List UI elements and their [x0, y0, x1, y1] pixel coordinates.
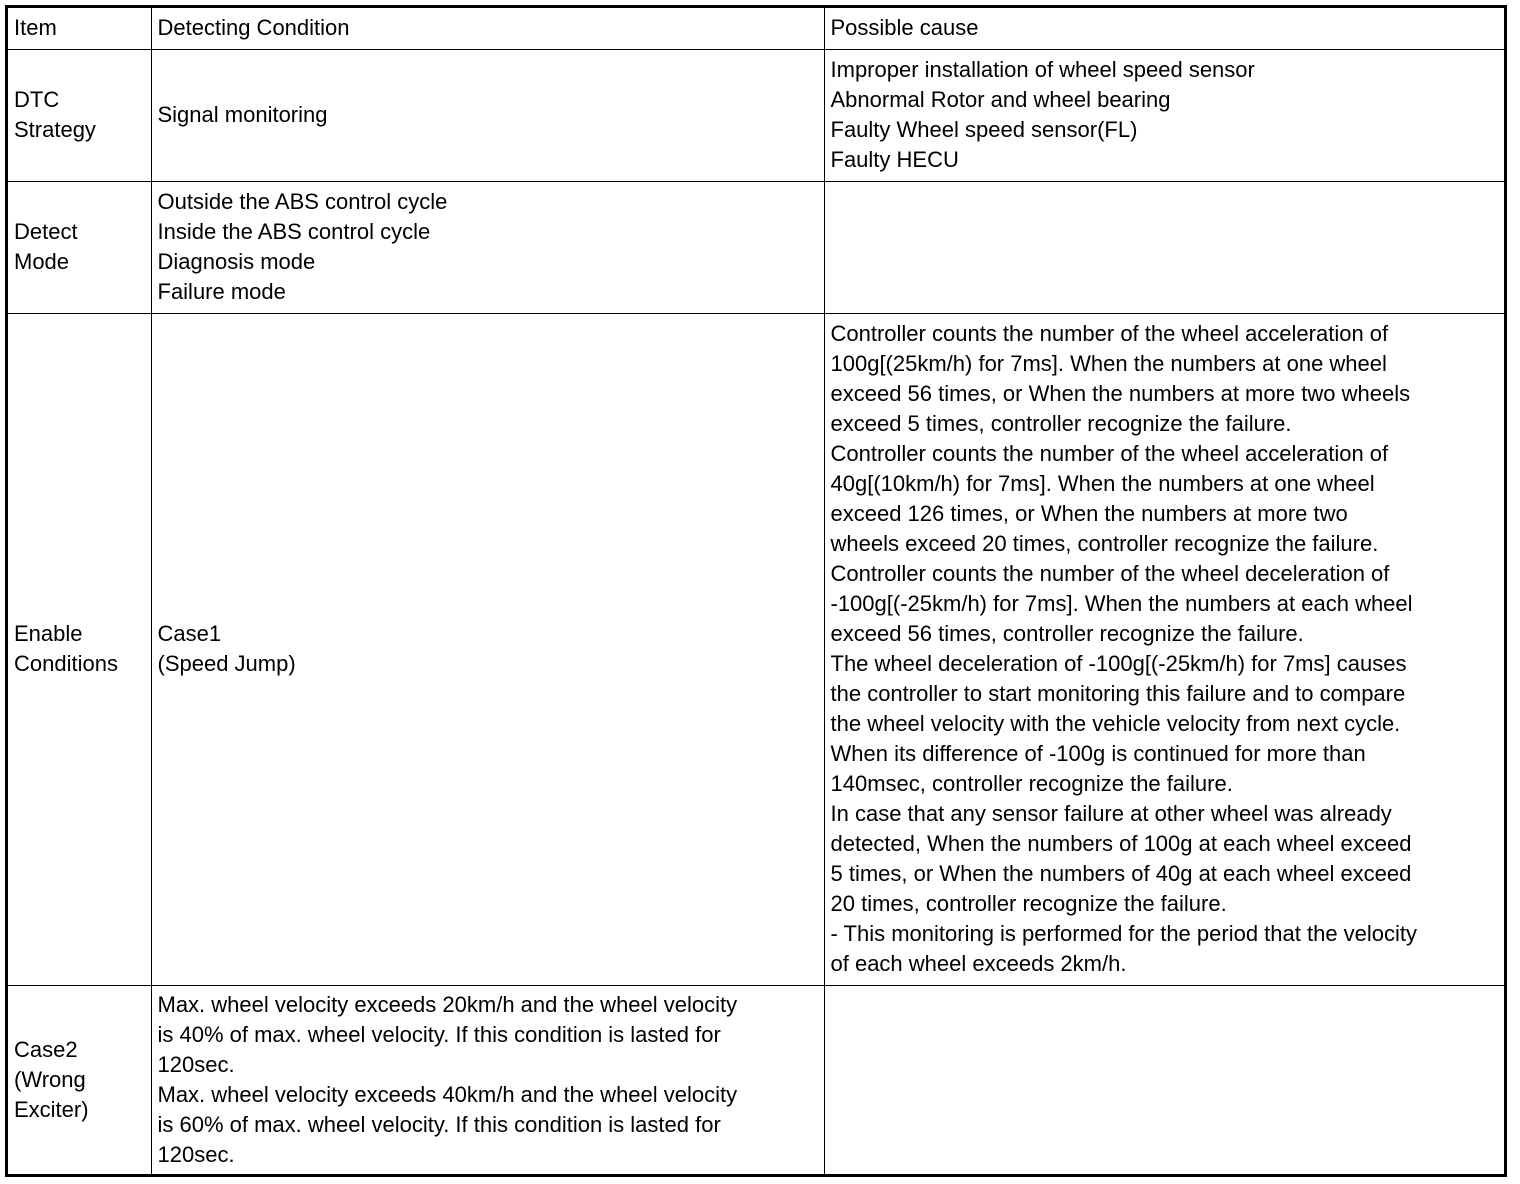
text-line: 100g[(25km/h) for 7ms]. When the numbers at one wheel — [830, 351, 1387, 376]
text-line: Max. wheel velocity exceeds 40km/h and the wheel velocity — [157, 1081, 738, 1107]
detect-mode-condition — [151, 181, 824, 313]
dtc-strategy-condition — [151, 49, 824, 181]
text-line: of each wheel exceeds 2km/h. — [830, 951, 1127, 976]
text-line: Detect — [14, 219, 78, 244]
text-line: Outside the ABS control cycle — [157, 189, 448, 214]
diagnostic-table — [8, 8, 1504, 1174]
text-line: the controller to start monitoring this failure and to compare — [830, 681, 1406, 706]
text-line: Strategy — [14, 117, 96, 142]
text-line: The wheel deceleration of -100g[(-25km/h) for 7ms] causes — [830, 651, 1407, 676]
text-line: Controller counts the number of the wheel deceleration of — [830, 561, 1390, 586]
detect-mode-item — [8, 181, 151, 313]
header-detecting-condition: Detecting Condition — [151, 8, 824, 49]
text-line: Mode — [14, 249, 70, 274]
text-line: - This monitoring is performed for the period that the velocity — [830, 921, 1418, 946]
case2-condition — [151, 985, 824, 1174]
text-line: the wheel velocity with the vehicle velocity from next cycle. — [830, 711, 1401, 736]
diagnostic-table-frame — [5, 5, 1507, 1177]
table-header-row — [8, 8, 1504, 49]
header-possible-cause: Possible cause — [824, 8, 1504, 49]
text-line: When its difference of -100g is continued for more than — [830, 741, 1366, 766]
enable-conditions-cause — [824, 313, 1504, 985]
table-row-case2 — [8, 985, 1504, 1174]
text-line: Improper installation of wheel speed sensor — [830, 57, 1255, 82]
dtc-strategy-item — [8, 49, 151, 181]
text-line: Faulty HECU — [830, 147, 959, 172]
text-line: Abnormal Rotor and wheel bearing — [830, 87, 1171, 112]
text-line: (Speed Jump) — [157, 651, 296, 676]
text-line: wheels exceed 20 times, controller recognize the failure. — [830, 531, 1379, 556]
table-row-detect-mode — [8, 181, 1504, 313]
text-line: Controller counts the number of the wheel acceleration of — [830, 441, 1389, 466]
text-line: is 60% of max. wheel velocity. If this condition is lasted for — [157, 1111, 721, 1137]
text-line: exceed 5 times, controller recognize the failure. — [830, 411, 1292, 436]
case2-cause — [824, 985, 1504, 1174]
text-line: Faulty Wheel speed sensor(FL) — [830, 117, 1138, 142]
text-line: Case1 — [157, 621, 222, 646]
text-line: 120sec. — [157, 1051, 235, 1077]
case2-item — [8, 985, 151, 1174]
text-line: exceed 56 times, or When the numbers at more two wheels — [830, 381, 1411, 406]
enable-conditions-item — [8, 313, 151, 985]
text-line: Case2 — [14, 1036, 78, 1062]
dtc-strategy-cause — [824, 49, 1504, 181]
text-line: Controller counts the number of the wheel acceleration of — [830, 321, 1389, 346]
table-row-dtc-strategy — [8, 49, 1504, 181]
text-line: exceed 126 times, or When the numbers at more two — [830, 501, 1348, 526]
text-line: DTC — [14, 87, 60, 112]
text-line: Failure mode — [157, 279, 286, 304]
text-line: detected, When the numbers of 100g at each wheel exceed — [830, 831, 1412, 856]
text-line: 140msec, controller recognize the failure. — [830, 771, 1233, 796]
enable-conditions-condition — [151, 313, 824, 985]
text-line: Diagnosis mode — [157, 249, 316, 274]
text-line: exceed 56 times, controller recognize the failure. — [830, 621, 1304, 646]
text-line: Exciter) — [14, 1096, 89, 1122]
text-line: 40g[(10km/h) for 7ms]. When the numbers at one wheel — [830, 471, 1375, 496]
text-line: 5 times, or When the numbers of 40g at each wheel exceed — [830, 861, 1412, 886]
header-item: Item — [8, 8, 151, 49]
text-line: -100g[(-25km/h) for 7ms]. When the numbers at each wheel — [830, 591, 1413, 616]
text-line: Max. wheel velocity exceeds 20km/h and the wheel velocity — [157, 991, 738, 1017]
text-line: Inside the ABS control cycle — [157, 219, 431, 244]
text-line: 120sec. — [157, 1141, 235, 1167]
text-line: 20 times, controller recognize the failure. — [830, 891, 1227, 916]
text-line: (Wrong — [14, 1066, 86, 1092]
text-line: Enable — [14, 621, 83, 646]
table-row-enable-conditions — [8, 313, 1504, 985]
text-line: Conditions — [14, 651, 118, 676]
text-line: Signal monitoring — [157, 102, 328, 127]
text-line: In case that any sensor failure at other wheel was already — [830, 801, 1392, 826]
text-line: is 40% of max. wheel velocity. If this condition is lasted for — [157, 1021, 721, 1047]
detect-mode-cause — [824, 181, 1504, 313]
